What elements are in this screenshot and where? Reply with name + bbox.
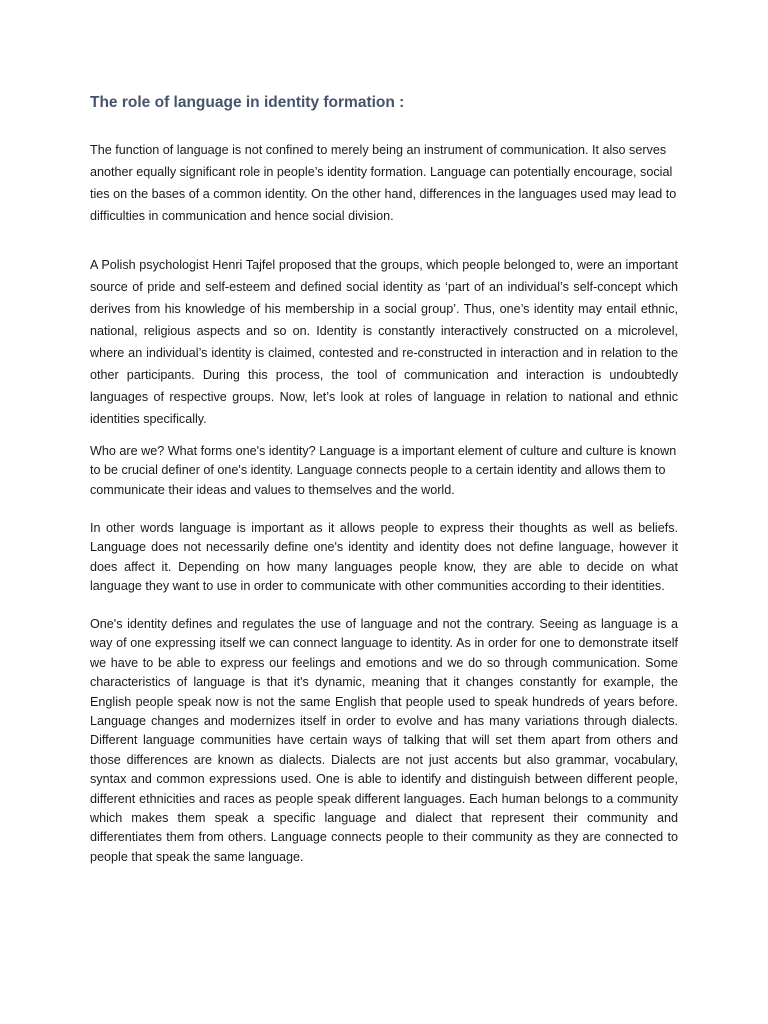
paragraph-tajfel-social-identity: A Polish psychologist Henri Tajfel proposed that the groups, which people belonged to, were an important source of pride and self-esteem and defined social identity as ‘part of an individual’s self-concept which derives from his knowledge of his membership in a social group’. Thus, one’s identity may entail ethnic, national, religious aspects and so on. Identity is constantly interactively constructed on a microlevel, where an individual’s identity is claimed, contested and re-constructed in interaction and in relation to the other participants. During this process, the tool of communication and interaction is undoubtedly languages of respective groups. Now, let’s look at roles of language in relation to national and ethnic identities specifically. [90,258,678,426]
paragraph-who-are-we: Who are we? What forms one's identity? Language is a important element of culture and culture is known to be crucial definer of one's identity. Language connects people to a certain identity and allows them to communicate their ideas and values to themselves and the world. [90,444,677,497]
paragraph-language-function: The function of language is not confined to merely being an instrument of communication. It also serves another equally significant role in people’s identity formation. Language can potentially encourage, social ties on the bases of a common identity. On the other hand, differences in the languages used may lead to difficulties in communication and hence social division. [90,143,677,223]
paragraph-in-other-words: In other words language is important as it allows people to express their thoughts as well as beliefs. Language does not necessarily define one's identity and identity does not define language, however it does affect it. Depending on how many languages people know, they are able to decide on what language they want to use in order to communicate with other communities according to their identities. [90,521,678,594]
page-title: The role of language in identity formation : [90,94,405,111]
paragraph-identity-defines-language: One's identity defines and regulates the use of language and not the contrary. Seeing as language is a way of one expressing itself we can connect language to identity. As in order for one to demonstrate itself we have to be able to express our feelings and emotions and we do so through communication. Some characteristics of language is that it's dynamic, meaning that it changes constantly for example, the English people speak now is not the same English that people used to speak hundreds of years before. Language changes and modernizes itself in order to evolve and has many variations through dialects. Different language communities have certain ways of talking that will set them apart from others and those differences are known as dialects. Dialects are not just accents but also grammar, vocabulary, syntax and common expressions used. One is able to identify and distinguish between different people, different ethnicities and races as people speak different languages. Each human belongs to a community which makes them speak a specific language and dialect that represent their community and differentiates them from others. Language connects people to their community as they are connected to people that speak the same language. [90,617,678,864]
